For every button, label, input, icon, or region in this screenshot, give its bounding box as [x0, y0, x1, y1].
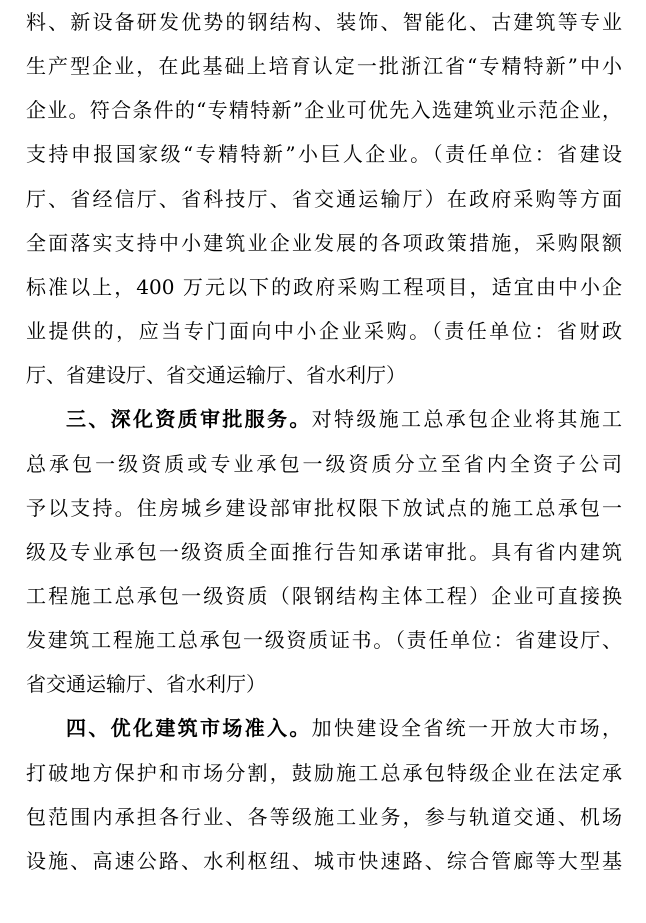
paragraph-line: 打破地方保护和市场分割，鼓励施工总承包特级企业在法定承	[26, 761, 622, 785]
paragraph-line: 料、新设备研发优势的钢结构、装饰、智能化、古建筑等专业	[26, 10, 622, 34]
paragraph-line: 级及专业承包一级资质全面推行告知承诺审批。具有省内建筑	[26, 540, 622, 564]
paragraph-line: 生产型企业，在此基础上培育认定一批浙江省“专精特新”中小	[26, 54, 622, 78]
paragraph-line: 全面落实支持中小建筑业企业发展的各项政策措施，采购限额	[26, 231, 622, 255]
paragraph-line: 企业。符合条件的“专精特新”企业可优先入选建筑业示范企业，	[26, 98, 622, 122]
paragraph-line: 厅、省建设厅、省交通运输厅、省水利厅）	[26, 363, 406, 387]
paragraph-line: 省交通运输厅、省水利厅）	[26, 672, 266, 696]
section-3-heading: 三、深化资质审批服务。	[66, 407, 312, 431]
paragraph-line: 包范围内承担各行业、各等级施工业务，参与轨道交通、机场	[26, 805, 622, 829]
section-3-first-line-text: 对特级施工总承包企业将其施工	[311, 407, 623, 431]
section-4-heading: 四、优化建筑市场准入。	[66, 716, 312, 740]
section-4-first-line	[66, 708, 622, 748]
paragraph-line: 设施、高速公路、水利枢纽、城市快速路、综合管廊等大型基	[26, 849, 622, 873]
paragraph-line: 支持申报国家级“专精特新”小巨人企业。（责任单位：省建设	[26, 142, 622, 166]
paragraph-line: 厅、省经信厅、省科技厅、省交通运输厅）在政府采购等方面	[26, 187, 622, 211]
paragraph-line: 发建筑工程施工总承包一级资质证书。（责任单位：省建设厅、	[26, 628, 622, 652]
paragraph-line: 标准以上，400 万元以下的政府采购工程项目，适宜由中小企	[26, 275, 622, 299]
paragraph-line: 总承包一级资质或专业承包一级资质分立至省内全资子公司	[26, 452, 622, 476]
paragraph-line: 业提供的，应当专门面向中小企业采购。（责任单位：省财政	[26, 319, 622, 343]
section-3-first-line	[66, 399, 622, 439]
paragraph-line: 工程施工总承包一级资质（限钢结构主体工程）企业可直接换	[26, 584, 622, 608]
section-4-first-line-text: 加快建设全省统一开放大市场，	[311, 716, 623, 740]
paragraph-line: 予以支持。住房城乡建设部审批权限下放试点的施工总承包一	[26, 496, 622, 520]
